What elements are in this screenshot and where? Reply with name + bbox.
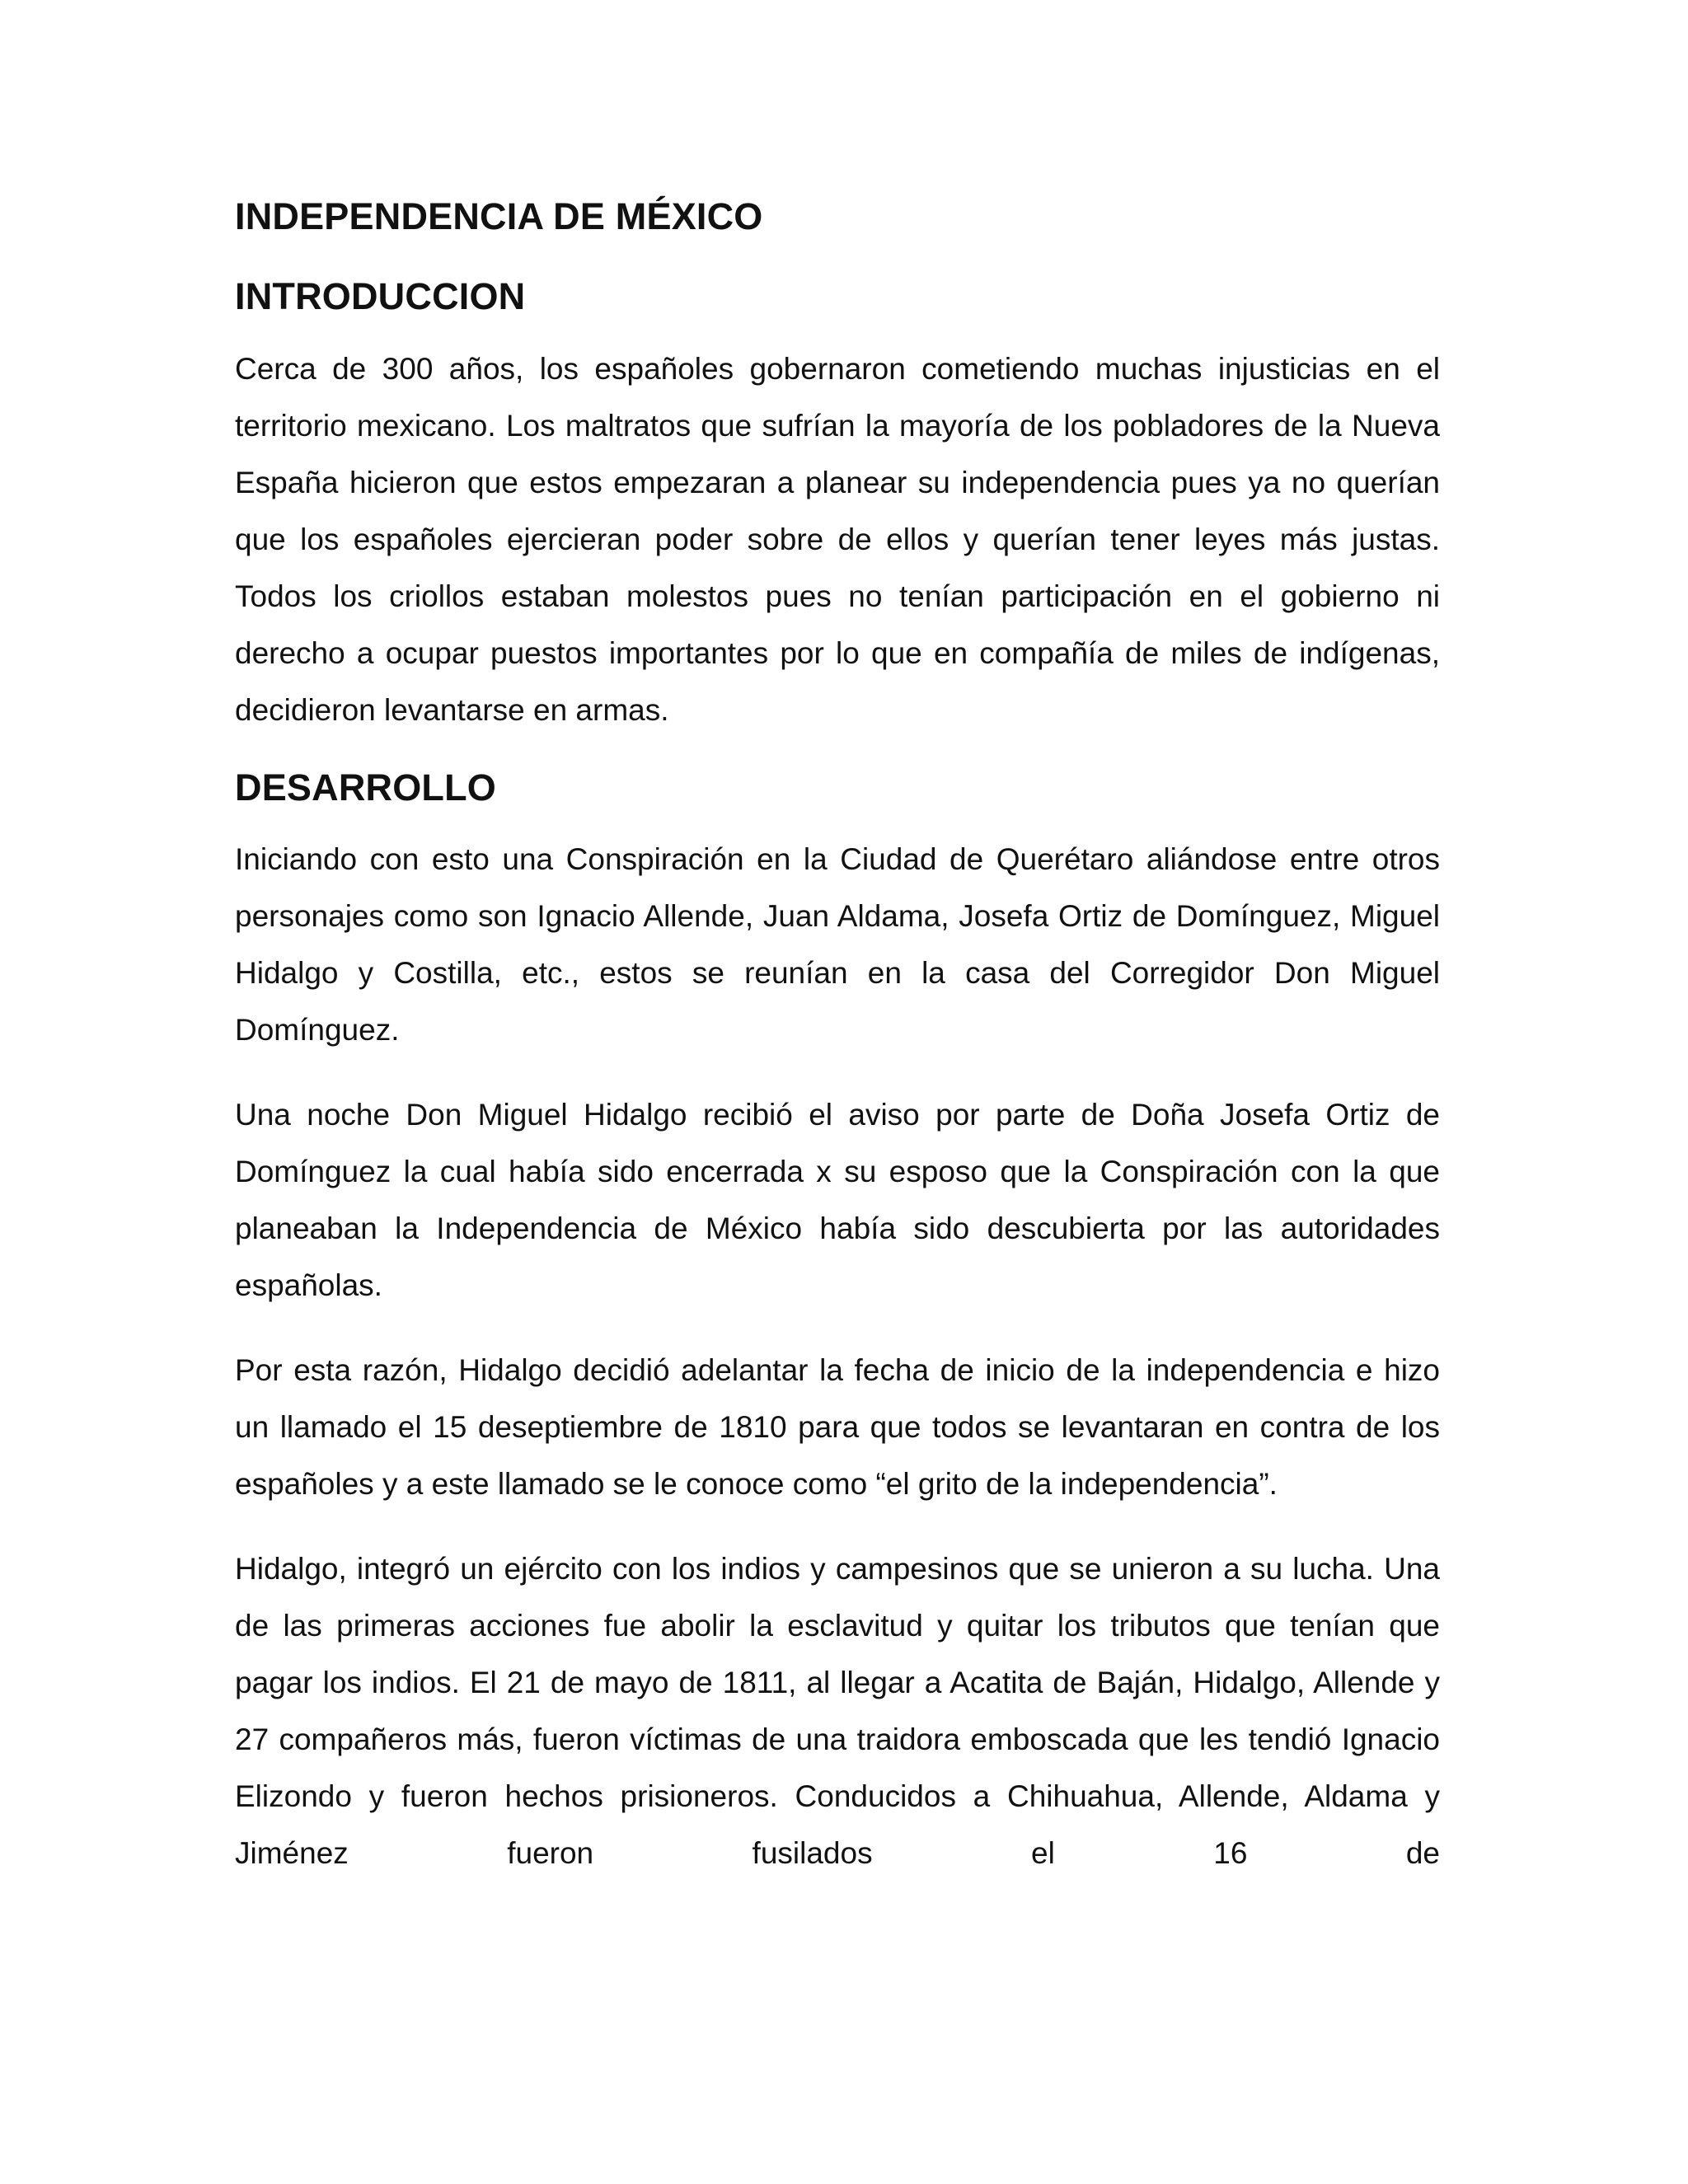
desarrollo-paragraph-2: Una noche Don Miguel Hidalgo recibió el aviso por parte de Doña Josefa Ortiz de Domínguez la cual había sido encerrada x su esposo que la Conspiración con la que planeaban la Independencia de México había sido descubierta por las autoridades españolas. [235,1098,1440,1302]
intro-paragraph: Cerca de 300 años, los españoles gobernaron cometiendo muchas injusticias en el territorio mexicano. Los maltratos que sufrían la mayoría de los pobladores de la Nueva España hicieron que estos empezaran a planear su independencia pues ya no querían que los españoles ejercieran poder sobre de ellos y querían tener leyes más justas. Todos los criollos estaban molestos pues no tenían participación en el gobierno ni derecho a ocupar puestos importantes por lo que en compañía de miles de indígenas, decidieron levantarse en armas. [235,352,1440,727]
section-heading-desarrollo: DESARROLLO [235,766,496,808]
document-body [235,188,1440,1882]
desarrollo-paragraph-4: Hidalgo, integró un ejército con los indios y campesinos que se unieron a su lucha. Una de las primeras acciones fue abolir la esclavitud y quitar los tributos que tenían que pagar los indios. El 21 de mayo de 1811, al llegar a Acatita de Baján, Hidalgo, Allende y 27 compañeros más, fueron víctimas de una traidora emboscada que les tendió Ignacio Elizondo y fueron hechos prisioneros. Conducidos a Chihuahua, Allende, Aldama y Jiménez fueron fusilados el 16 de [235,1552,1440,1870]
desarrollo-paragraph-1: Iniciando con esto una Conspiración en la Ciudad de Querétaro aliándose entre otros personajes como son Ignacio Allende, Juan Aldama, Josefa Ortiz de Domínguez, Miguel Hidalgo y Costilla, etc., estos se reunían en la casa del Corregidor Don Miguel Domínguez. [235,842,1440,1047]
desarrollo-paragraph-3: Por esta razón, Hidalgo decidió adelantar la fecha de inicio de la independencia e hizo un llamado el 15 deseptiembre de 1810 para que todos se levantaran en contra de los españoles y a este llamado se le conoce como “el grito de la independencia”. [235,1353,1440,1501]
section-heading-introduccion: INTRODUCCION [235,275,526,317]
document-title: INDEPENDENCIA DE MÉXICO [235,195,763,237]
